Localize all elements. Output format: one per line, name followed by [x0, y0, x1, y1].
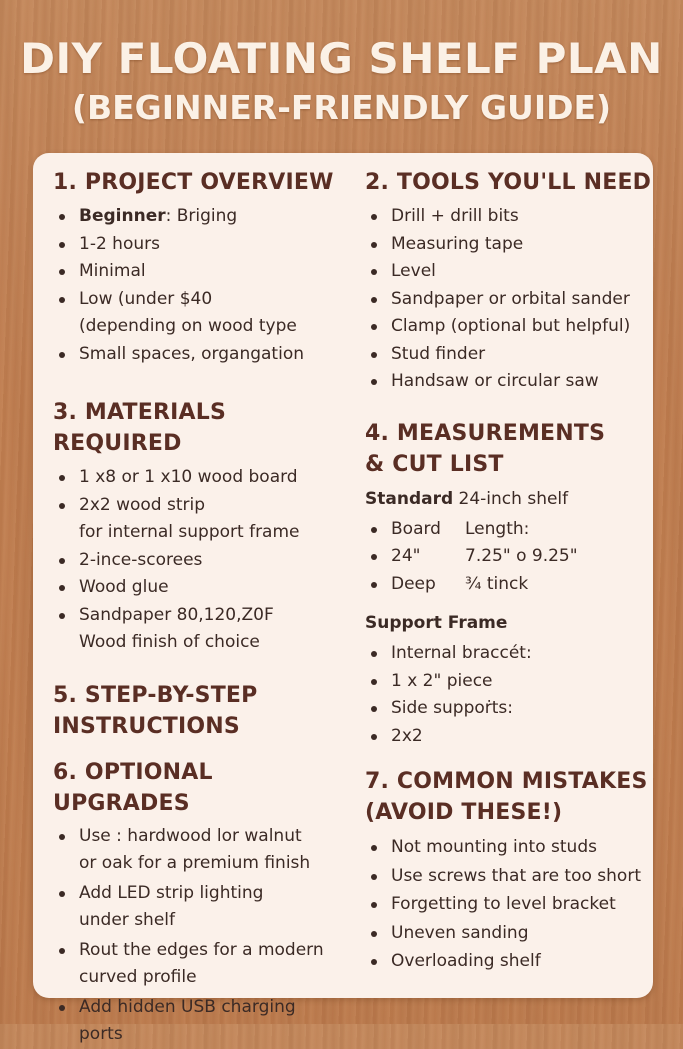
overview-list [53, 203, 353, 368]
materials-list [53, 464, 353, 657]
list-item: 1-2 hours [53, 231, 353, 259]
list-item: Add hidden USB charging ports [53, 994, 353, 1049]
materials-section [53, 397, 353, 657]
list-item: 2x2 [365, 723, 653, 751]
content-card [33, 153, 653, 1044]
measurement-label: Board [391, 518, 441, 539]
list-item: 2x2 wood strip for internal support frame [53, 492, 353, 547]
list-item: Internal braccét: [365, 640, 653, 668]
upgrades-list [53, 823, 353, 1049]
list-item: Side suppoṙts: [365, 695, 653, 723]
list-item: Use : hardwood lor walnut or oak for a premium finish [53, 823, 353, 878]
mistakes-heading: 7. COMMON MISTAKES (AVOID THESE!) [365, 769, 648, 825]
list-item [53, 203, 353, 231]
measurements-section [365, 418, 653, 751]
list-item: 1 x8 or 1 x10 wood board [53, 464, 353, 492]
list-item: Sandpaper or orbital sander [365, 286, 653, 314]
support-frame-list [365, 640, 653, 750]
measurement-value: ¾ tinck [465, 573, 529, 594]
list-item: Level [365, 258, 653, 286]
standard-text: 24-inch shelf [453, 488, 569, 509]
steps-section [53, 680, 353, 742]
list-item: Measuring tape [365, 231, 653, 259]
list-item: Low (under $40 (depending on wood type [53, 286, 353, 341]
left-column [53, 167, 353, 1049]
measurements-heading: 4. MEASUREMENTS & CUT LIST [365, 420, 606, 477]
standard-line [365, 486, 653, 512]
list-item: Overloading shelf [365, 948, 653, 976]
list-item: 2-ince-scorees [53, 547, 353, 575]
standard-lead: Standard [365, 488, 454, 509]
measurement-label: 24" [391, 546, 421, 566]
overview-item-lead: Beginner [79, 206, 166, 226]
right-column [365, 167, 653, 976]
list-item: Minimal [53, 258, 353, 286]
list-item: Stud finder [365, 341, 653, 369]
list-item: Wood glue [53, 574, 353, 602]
page-title: DIY FLOATING SHELF PLAN [20, 34, 663, 83]
tools-section [365, 167, 653, 396]
overview-section [53, 167, 353, 368]
steps-heading: 5. STEP-BY-STEP INSTRUCTIONS [53, 682, 258, 739]
overview-item-text: : Briging [165, 206, 238, 226]
list-item: Rout the edges for a modern curved profile [53, 937, 353, 992]
upgrades-section [53, 757, 353, 1049]
measurement-label: Deep [391, 573, 436, 594]
measurement-row [365, 516, 653, 544]
page-subtitle: (BEGINNER-FRIENDLY GUIDE) [71, 88, 612, 127]
list-item: Add LED strip lighting under shelf [53, 880, 353, 935]
list-item: 1 x 2" piece [365, 668, 653, 696]
tools-list [365, 203, 653, 396]
list-item: Handsaw or circular saw [365, 368, 653, 396]
measurement-value: Length: [465, 518, 530, 539]
measurement-value: 7.25" o 9.25" [465, 546, 578, 566]
tools-heading: 2. TOOLS YOU'LL NEED [365, 170, 652, 195]
measurement-row [365, 543, 653, 571]
materials-heading: 3. MATERIALS REQUIRED [53, 400, 226, 456]
list-item: Uneven sanding [365, 920, 653, 948]
measurement-row [365, 571, 653, 599]
mistakes-list [365, 834, 653, 976]
measurement-rows [365, 516, 653, 599]
overview-heading: 1. PROJECT OVERVIEW [53, 170, 334, 195]
list-item: Small spaces, organgation [53, 341, 353, 369]
list-item: Not mounting into studs [365, 834, 653, 862]
list-item: Use screws that are too short [365, 863, 653, 891]
list-item: Clamp (optional but helpful) [365, 313, 653, 341]
support-frame-heading: Support Frame [365, 613, 508, 633]
upgrades-heading: 6. OPTIONAL UPGRADES [53, 759, 213, 816]
list-item: Sandpaper 80,120,Z0F Wood finish of choice [53, 602, 353, 657]
mistakes-section [365, 766, 653, 976]
list-item: Forgetting to level bracket [365, 891, 653, 919]
list-item: Drill + drill bits [365, 203, 653, 231]
